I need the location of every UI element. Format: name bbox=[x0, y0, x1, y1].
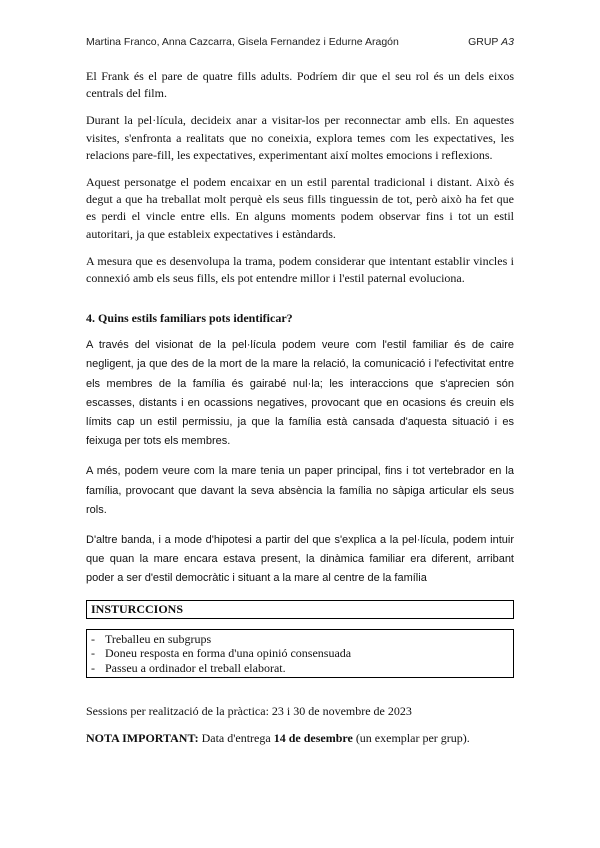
paragraph: A través del visionat de la pel·lícula podem veure com l'estil familiar és de caire negligent, ja que des de la mort de la mare la relació, la comunicació i l'efectivitat entre els membres de la família és gairabé nul·la; les interaccions que s'aprecien són escasses, distants i en ocassions negatives, provocant que en ocasions és creuin els límits cap un estil permissiu, ja que la família està cansada d'aquesta situació i es feixuga per tots els membres. bbox=[86, 339, 514, 448]
document-body bbox=[86, 68, 514, 758]
paragraph: Durant la pel·lícula, decideix anar a visitar-los per reconnectar amb ells. En aquestes visites, s'enfronta a realitats que no coneixia, explora temes com les expectatives, les relacions pare-fill, les expectatives, experimentant així moltes emocions i reflexions. bbox=[86, 113, 514, 162]
paragraph: Aquest personatge el podem encaixar en un estil parental tradicional i distant. Això és degut a que ha treballat molt perquè els seus fills tinguessin de tot, però això ha fet que es perdi el vincle entre ells. En alguns moments podem observar fins i tot un estil autoritari, ja que estableix expectatives i estàndards. bbox=[86, 175, 514, 241]
list-item: - Passeu a ordinador el treball elaborat. bbox=[91, 661, 509, 676]
paragraph: El Frank és el pare de quatre fills adults. Podríem dir que el seu rol és un dels eixos centrals del film. bbox=[86, 69, 514, 101]
section-heading: 4. Quins estils familiars pots identificar? bbox=[86, 311, 293, 326]
note-date: 14 de desembre bbox=[273, 731, 353, 746]
list-item: - Doneu resposta en forma d'una opinió consensuada bbox=[91, 646, 509, 661]
page-header bbox=[86, 36, 514, 48]
sessions-text: Sessions per realització de la pràctica: 23 i 30 de novembre de 2023 bbox=[86, 704, 412, 719]
instructions-list bbox=[86, 629, 514, 679]
paragraph: A mesura que es desenvolupa la trama, podem considerar que intentant establir vincles i connexió amb els seus fills, els pot entendre millor i l'estil paternal evoluciona. bbox=[86, 253, 514, 286]
note-label: NOTA IMPORTANT: bbox=[86, 731, 199, 746]
paragraph: D'altre banda, i a mode d'hipotesi a partir del que s'explica a la pel·lícula, podem intuir que quan la mare encara estava present, la dinàmica familiar era diferent, arribant poder a ser d'estil democràtic i situant a la mare al centre de la família bbox=[86, 534, 514, 585]
note-text-after: (un exemplar per grup). bbox=[355, 731, 470, 746]
instructions-title: INSTURCCIONS bbox=[86, 600, 514, 619]
list-item: - Treballeu en subgrups bbox=[91, 632, 509, 647]
header-group-value: A3 bbox=[501, 36, 514, 48]
header-authors: Martina Franco, Anna Cazcarra, Gisela Fernandez i Edurne Aragón bbox=[86, 36, 399, 48]
header-group-label: GRUP bbox=[468, 36, 499, 48]
note-text-before: Data d'entrega bbox=[201, 731, 271, 746]
header-group bbox=[468, 36, 514, 48]
important-note bbox=[86, 730, 514, 747]
paragraph: A més, podem veure com la mare tenia un paper principal, fins i tot vertebrador en la família, provocant que davant la seva absència la família no sàpiga articular els seus rols. bbox=[86, 465, 514, 516]
